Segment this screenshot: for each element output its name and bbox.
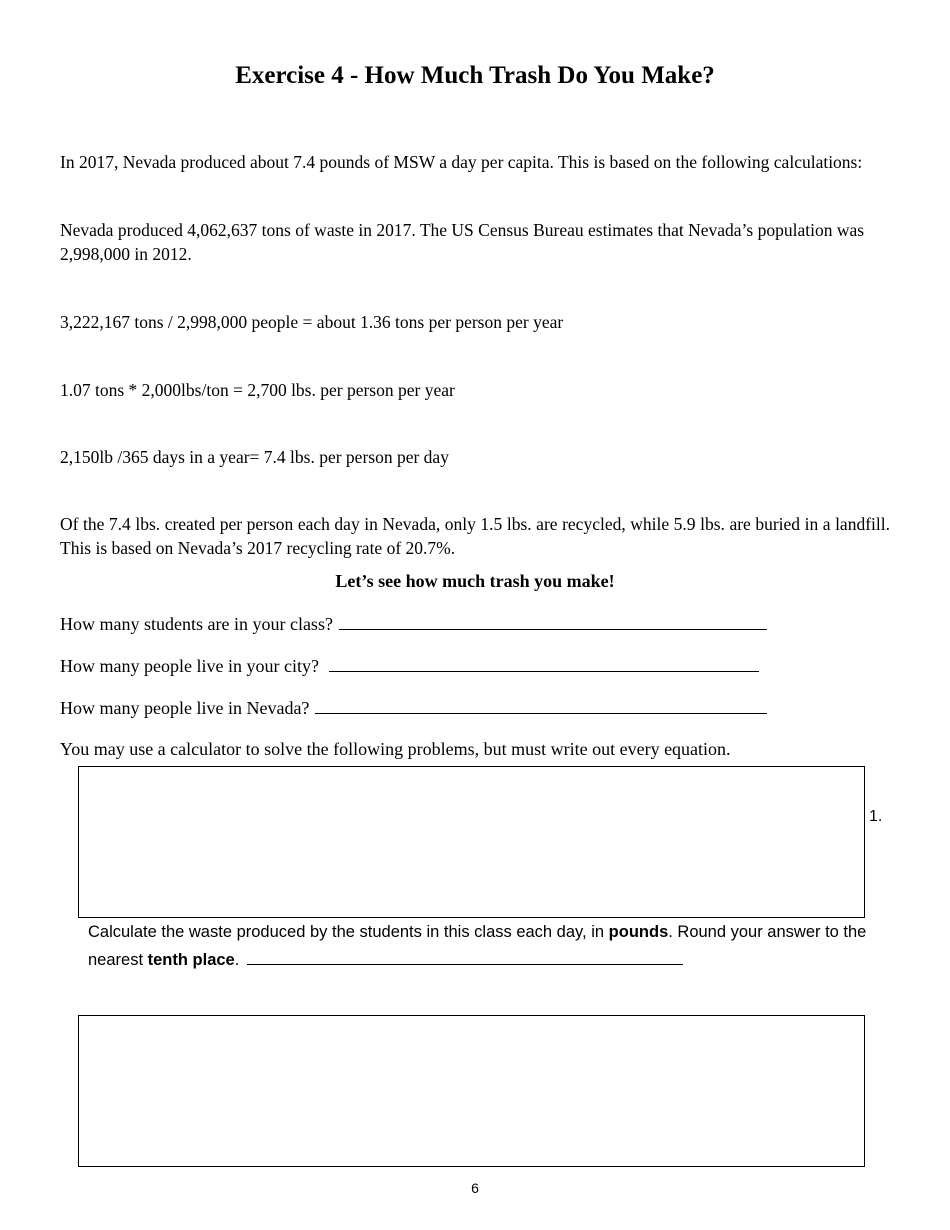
problem-1-bold-tenth: tenth place (147, 951, 235, 969)
answer-students-blank[interactable] (339, 613, 767, 630)
page-title: Exercise 4 - How Much Trash Do You Make? (235, 62, 715, 89)
question-students-label: How many students are in your class? (60, 614, 333, 634)
question-nevada-label: How many people live in Nevada? (60, 698, 310, 718)
problem-2-work-box[interactable] (78, 1015, 865, 1167)
calculator-note: You may use a calculator to solve the following problems, but must write out every equation. (60, 739, 731, 759)
census-paragraph: Nevada produced 4,062,637 tons of waste in 2017. The US Census Bureau estimates that Nevada’s population was 2,998,000 in 2012. (60, 220, 865, 264)
problem-1-answer-blank[interactable] (247, 950, 683, 965)
problem-1-text-part: . Round your answer to the nearest (88, 923, 867, 969)
problem-1-number: 1. (869, 808, 883, 825)
question-students-row (60, 612, 890, 636)
problem-1-text (88, 918, 878, 974)
answer-city-blank[interactable] (329, 655, 759, 672)
calculation-tons-per-person: 3,222,167 tons / 2,998,000 people = about 1.36 tons per person per year (60, 312, 564, 332)
problem-1-text-part: . (234, 951, 240, 969)
calculation-lbs-per-year: 1.07 tons * 2,000lbs/ton = 2,700 lbs. per person per year (60, 380, 455, 400)
question-city-label: How many people live in your city? (60, 656, 319, 676)
problem-1-bold-pounds: pounds (608, 923, 669, 941)
recycling-paragraph: Of the 7.4 lbs. created per person each day in Nevada, only 1.5 lbs. are recycled, while 5.9 lbs. are buried in a landfill. This is based on Nevada’s 2017 recycling rate of 20.7%. (60, 514, 890, 558)
question-nevada-row (60, 696, 890, 720)
answer-nevada-blank[interactable] (315, 697, 767, 714)
question-city-row (60, 654, 890, 678)
problem-1-work-box[interactable] (78, 766, 865, 918)
page-number: 6 (471, 1180, 479, 1196)
intro-paragraph: In 2017, Nevada produced about 7.4 pounds of MSW a day per capita. This is based on the following calculations: (60, 152, 863, 172)
calculation-lbs-per-day: 2,150lb /365 days in a year= 7.4 lbs. per person per day (60, 447, 449, 467)
section-subheading: Let’s see how much trash you make! (335, 571, 615, 591)
problem-1-text-part: Calculate the waste produced by the students in this class each day, in (88, 923, 609, 941)
